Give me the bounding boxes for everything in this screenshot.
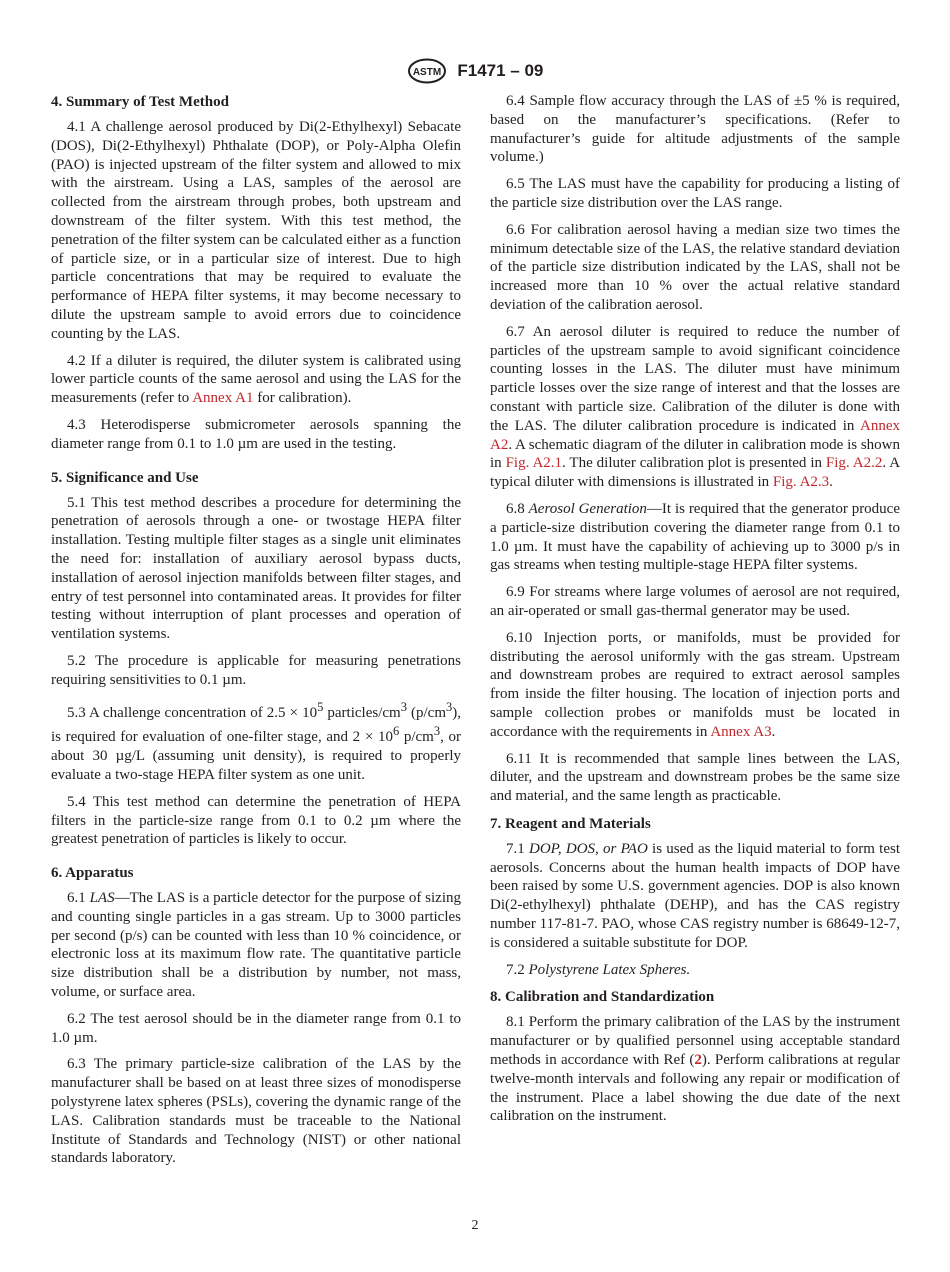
fig-a2-3-link[interactable]: Fig. A2.3	[772, 474, 830, 491]
para-8-1: 8.1 Perform the primary calibration of the LAS by the instrument manufacturer or by qualified personnel using acceptable standard methods in accordance with Ref (2). Perform calibrations at regular twelve-month intervals and following any repair or modification of the instrument. Place a label showing the due date of the next calibration on the instrument.	[490, 1014, 900, 1125]
para-4-3: 4.3 Heterodisperse submicrometer aerosols spanning the diameter range from 0.1 to 1.0 µm are used in the testing.	[51, 416, 461, 452]
right-column	[490, 92, 900, 1134]
para-6-4: 6.4 Sample flow accuracy through the LAS of ±5 % is required, based on the manufacturer’s specifications. (Refer to manufacturer’s guide for altitude adjustments of the sample volume.)	[490, 93, 900, 166]
section-5-title: 5. Significance and Use	[51, 469, 199, 486]
page-header	[0, 58, 950, 84]
reference-2-link[interactable]: 2	[694, 1052, 702, 1069]
para-4-1: 4.1 A challenge aerosol produced by Di(2-Ethylhexyl) Sebacate (DOS), Di(2-Ethylhexyl) Phthalate (DOP), or Poly-Alpha Olefin (PAO) is injected upstream of the filter system and allowed to mix with the airstream. Using a LAS, samples of the aerosol are collected from the airstream through probes, both upstream and downstream of the filter system. With this test method, the penetration of the filter system can be calculated either as a function of particle size, or in a particular size of interest. Due to high particle concentrations that may be required to evaluate the performance of HEPA filter systems, it may become necessary to dilute the upstream sample to avoid errors due to coincidence counting by the LAS.	[51, 119, 461, 342]
para-6-10: 6.10 Injection ports, or manifolds, must be provided for distributing the aerosol uniformly with the gas stream. Upstream and downstream probes are required to extract aerosol samples from inside the filter housing. The location of injection ports and sample collection probes or manifolds must be located in accordance with the requirements in Annex A3.	[490, 629, 900, 740]
para-5-2: 5.2 The procedure is applicable for measuring penetrations requiring sensitivities to 0.1 µm.	[51, 652, 461, 688]
para-6-7: 6.7 An aerosol diluter is required to reduce the number of particles of the upstream sample to avoid significant coincidence counting losses in the LAS. The diluter must have minimum particle losses over the size range of interest and that the losses are constant with particle size. Calibration of the diluter is done with the LAS. The diluter calibration procedure is indicated in Annex A2. A schematic diagram of the diluter in calibration mode is shown in Fig. A2.1. The diluter calibration plot is presented in Fig. A2.2. A typical diluter with dimensions is illustrated in Fig. A2.3.	[490, 323, 901, 491]
para-6-3: 6.3 The primary particle-size calibration of the LAS by the manufacturer shall be based on at least three sizes of monodisperse polystyrene latex spheres (PSLs), covering the dynamic range of the LAS. Calibration standards must be traceable to the National Institute of Standards and Technology (NIST) or other national standards laboratory.	[51, 1056, 461, 1167]
annex-a2-link[interactable]: Annex A2	[490, 417, 900, 453]
para-6-9: 6.9 For streams where large volumes of aerosol are not required, an air-operated or small gas-thermal generator may be used.	[490, 584, 900, 619]
annex-a3-link[interactable]: Annex A3	[710, 723, 772, 740]
para-5-4: 5.4 This test method can determine the penetration of HEPA filters in the particle-size range from 0.1 to 0.2 µm where the greatest penetration of particles is likely to occur.	[51, 793, 461, 848]
section-4-title: 4. Summary of Test Method	[51, 94, 229, 110]
para-4-2: 4.2 If a diluter is required, the diluter system is calibrated using lower particle counts of the same aerosol and using the LAS for the measurements (refer to Annex A1 for calibration).	[51, 352, 461, 407]
annex-a1-link[interactable]: Annex A1	[192, 390, 254, 407]
section-7-title: 7. Reagent and Materials	[490, 815, 651, 832]
document-designation: F1471 – 09	[457, 61, 544, 80]
para-7-2: 7.2 Polystyrene Latex Spheres.	[506, 961, 691, 978]
section-6-title: 6. Apparatus	[51, 865, 134, 882]
para-7-1: 7.1 DOP, DOS, or PAO is used as the liquid material to form test aerosols. Concerns about the human health impacts of DOP have been raised by some U.S. government agencies. DOP is also known Di(2-ethylhexyl) phthalate (DEHP), and has the CAS registry number 117-81-7. PAO, whose CAS registry number is 68649-12-7, is considered a suitable substitute for DOP.	[490, 840, 901, 951]
page-number: 2	[471, 1218, 479, 1233]
left-column	[51, 92, 461, 1176]
section-8-title: 8. Calibration and Standardization	[490, 989, 715, 1006]
para-5-3: 5.3 A challenge concentration of $2.5 \times 10^5$ particles/$cm^3$ $(p/cm^3)$, is required for evaluation of one-filter stage, and $2 \times 10^6$ $p/cm^3$, or about 30 µg/L (assuming unit density), is required to properly evaluate a two-stage HEPA filter system as one unit.	[51, 699, 462, 783]
fig-a2-2-link[interactable]: Fig. A2.2	[825, 455, 883, 472]
fig-a2-1-link[interactable]: Fig. A2.1	[505, 455, 563, 472]
svg-text:ASTM: ASTM	[412, 67, 441, 78]
para-6-11: 6.11 It is recommended that sample lines between the LAS, diluter, and the upstream and downstream probes be the same size and material, and the same length as practicable.	[490, 750, 900, 805]
para-6-6: 6.6 For calibration aerosol having a median size two times the minimum detectable size of the LAS, the relative standard deviation of the particle size distribution indicated by the LAS, shall not be increased more than 10 % over the actual relative standard deviation of the calibration aerosol.	[490, 221, 900, 313]
astm-logo-icon	[407, 58, 447, 84]
para-6-2: 6.2 The test aerosol should be in the diameter range from 0.1 to 1.0 µm.	[51, 1010, 461, 1046]
para-5-1: 5.1 This test method describes a procedure for determining the penetration of aerosols through a one- or twostage HEPA filter installation. Testing multiple filter stages as a single unit eliminates the need for: installation of auxiliary aerosol bypass ducts, installation of aerosol injection manifolds between filter stages, and entry of test personnel into contaminated areas. It provides for filter testing without interruption of plant processes and operation of ventilation systems.	[51, 494, 461, 643]
para-6-1: 6.1 LAS—The LAS is a particle detector for the purpose of sizing and counting single particles in a gas stream. Up to 3000 particles per second (p/s) can be counted with less than 10 % coincidence, or electronic loss at its maximum flow rate. The quantitative particle size distribution shall be a distribution by number, not mass, volume, or surface area.	[51, 890, 462, 1001]
para-6-5: 6.5 The LAS must have the capability for producing a listing of the particle size distribution over the LAS range.	[490, 176, 900, 211]
para-6-8: 6.8 Aerosol Generation—It is required that the generator produce a particle-size distribution covering the diameter range from 0.1 to 1.0 µm. It must have the capability of achieving up to 3000 p/s in gas streams when testing multiple-stage HEPA filter systems.	[490, 500, 901, 574]
